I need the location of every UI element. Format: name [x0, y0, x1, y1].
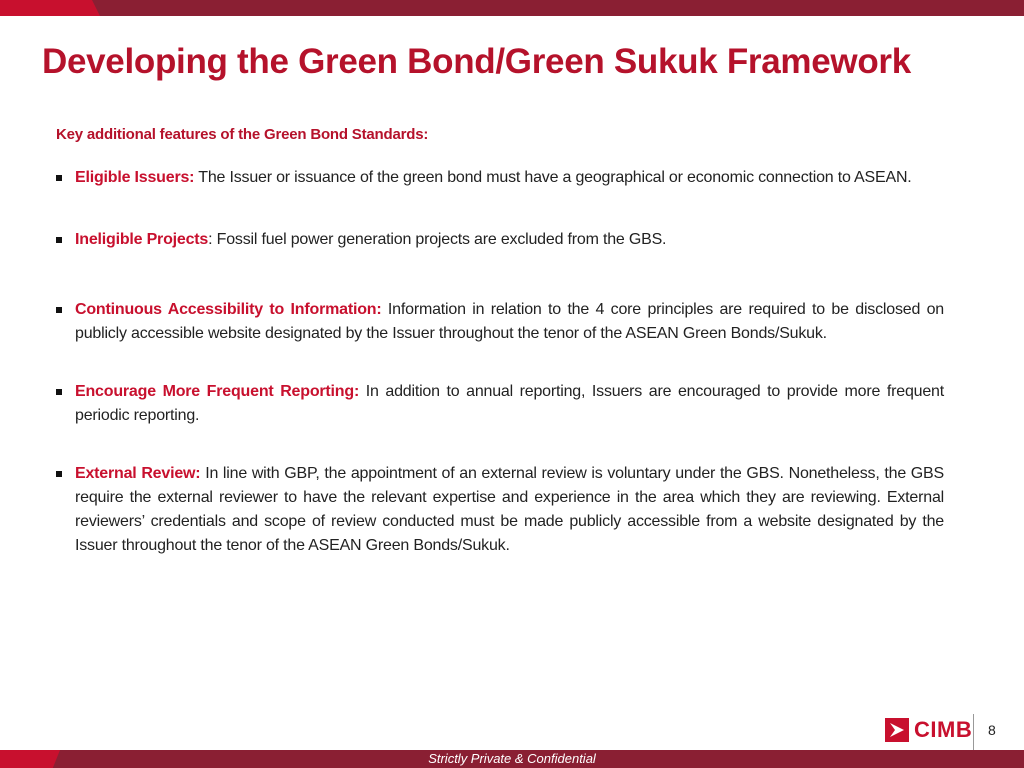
bullet-text: Information in relation to the 4 core principles are required to be disclosed on publicly accessible website designated by the Issuer throughout the tenor of the ASEAN Green Bonds/Sukuk.	[75, 301, 944, 342]
bullet-square-icon	[56, 471, 62, 477]
cimb-logo	[885, 716, 972, 744]
bullet-term: Encourage More Frequent Reporting:	[75, 383, 360, 400]
footer-divider	[973, 714, 974, 750]
list-item	[56, 462, 944, 558]
bullet-square-icon	[56, 389, 62, 395]
top-banner-accent	[0, 0, 100, 16]
slide-title: Developing the Green Bond/Green Sukuk Framework	[42, 42, 911, 81]
slide-subtitle: Key additional features of the Green Bond Standards:	[56, 126, 429, 143]
bullet-term: Eligible Issuers:	[75, 169, 195, 186]
list-item	[56, 298, 944, 346]
cimb-logo-icon	[885, 718, 909, 742]
bullet-square-icon	[56, 307, 62, 313]
logo-text: CIMB	[914, 717, 973, 742]
bullet-text: In line with GBP, the appointment of an external review is voluntary under the GBS. Nonetheless, the GBS require the external reviewer to have the relevant expertise and experience in the area which they are reviewing. External reviewers’ credentials and scope of review conducted must be made publicly accessible from a website designated by the Issuer throughout the tenor of the ASEAN Green Bonds/Sukuk.	[75, 465, 944, 554]
bullet-term: External Review:	[75, 465, 201, 482]
list-item	[56, 380, 944, 428]
features-list	[56, 166, 944, 558]
bullet-square-icon	[56, 175, 62, 181]
top-banner	[0, 0, 1024, 16]
bullet-text: In addition to annual reporting, Issuers are encouraged to provide more frequent periodic reporting.	[75, 383, 944, 424]
list-item	[56, 166, 944, 190]
bullet-term: Ineligible Projects	[75, 231, 209, 248]
page-number: 8	[988, 722, 996, 738]
confidentiality-notice: Strictly Private & Confidential	[428, 751, 596, 766]
list-item	[56, 228, 944, 252]
bullet-square-icon	[56, 237, 62, 243]
bullet-text: : Fossil fuel power generation projects are excluded from the GBS.	[208, 231, 667, 248]
bullet-term: Continuous Accessibility to Information:	[75, 301, 382, 318]
bottom-banner	[0, 750, 1024, 768]
bullet-text: The Issuer or issuance of the green bond must have a geographical or economic connection to ASEAN.	[194, 169, 912, 186]
